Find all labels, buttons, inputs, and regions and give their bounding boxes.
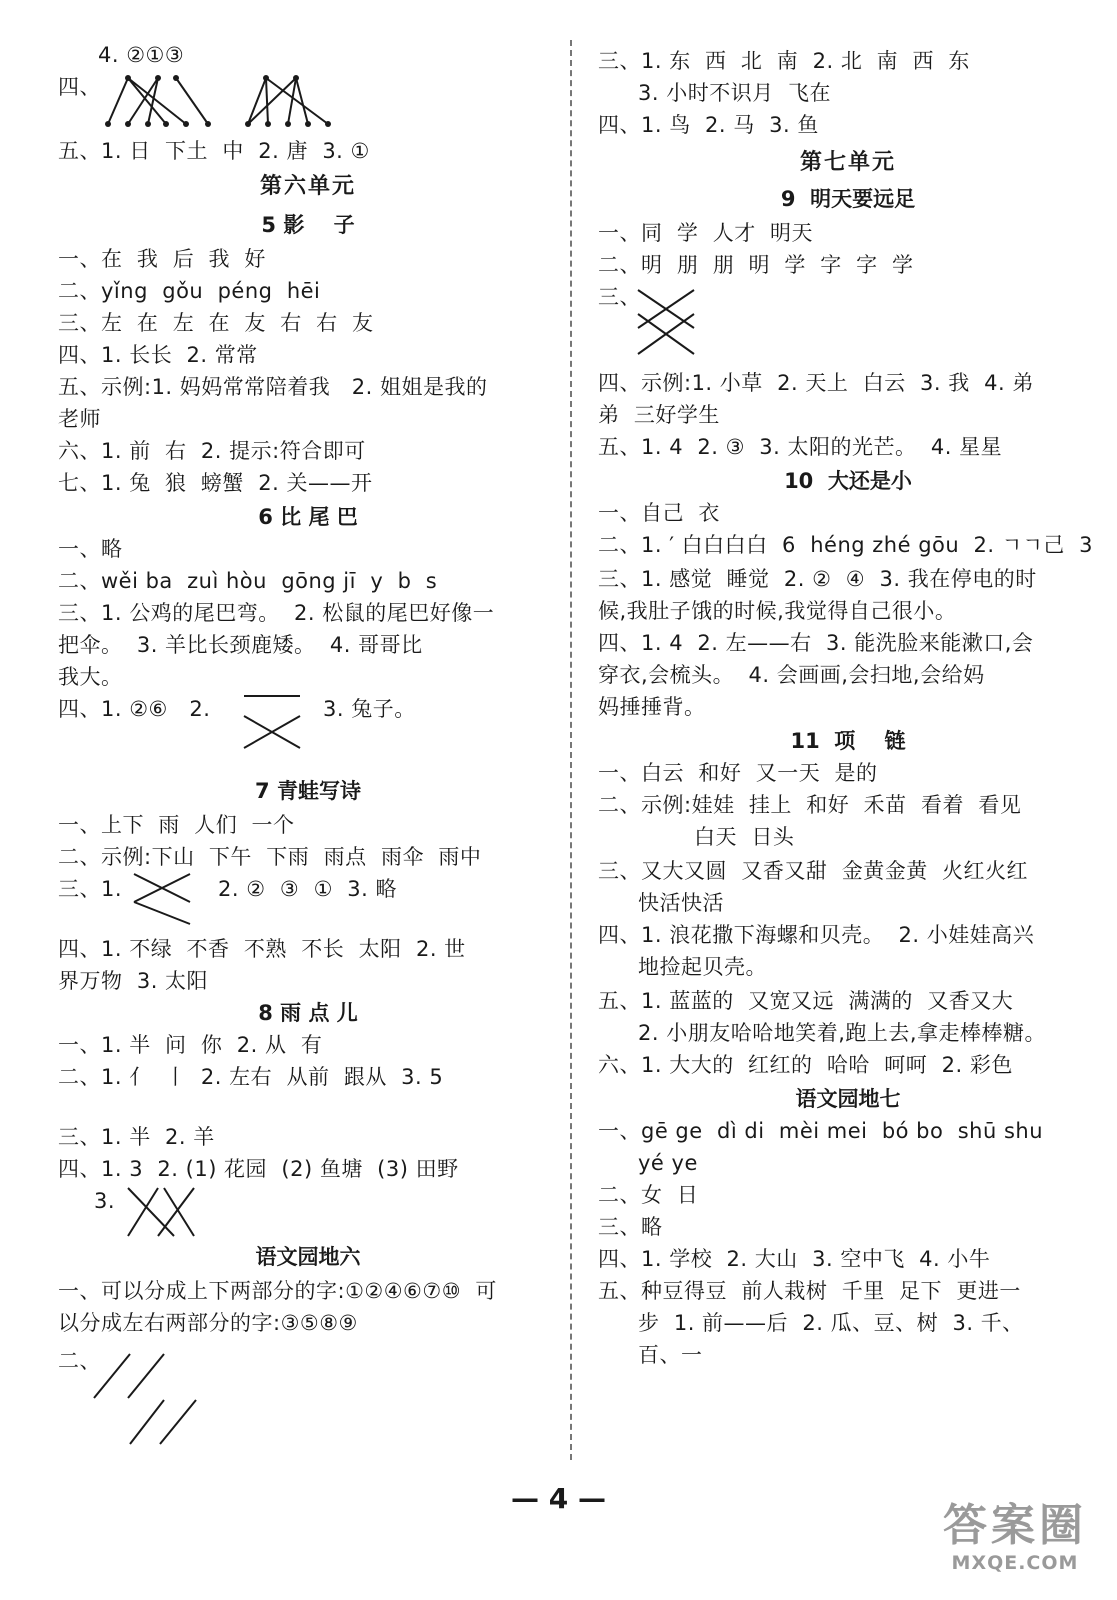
answer-line: 以分成左右两部分的字:③⑤⑧⑨ xyxy=(58,1311,358,1335)
answer-line: 三、1. 东 西 北 南 2. 北 南 西 东 xyxy=(598,49,970,73)
answer-line: 界万物 3. 太阳 xyxy=(58,969,209,993)
section-title: 语文园地六 xyxy=(255,1245,361,1269)
answer-line: 四、1. 不绿 不香 不熟 不长 太阳 2. 世 xyxy=(58,937,466,961)
lesson-title: 5 影 子 xyxy=(261,213,355,237)
answer-line: 白天 日头 xyxy=(694,825,795,849)
lesson-title: 7 青蛙写诗 xyxy=(255,779,361,803)
answer-line: 二、1. 亻 丨 2. 左右 从前 跟从 3. 5 xyxy=(58,1065,444,1089)
answer-line: 四、1. 3 2. (1) 花园 (2) 鱼塘 (3) 田野 xyxy=(58,1157,459,1181)
answer-line: 四、1. 鸟 2. 马 3. 鱼 xyxy=(598,113,819,137)
answer-line: 一、自己 衣 xyxy=(598,501,720,525)
matching-lines-figure xyxy=(228,74,348,130)
answer-line: 3. 小时不识月 飞在 xyxy=(638,81,832,105)
answer-line: 二、示例:娃娃 挂上 和好 禾苗 看着 看见 xyxy=(598,793,1022,817)
answer-line: 四、示例:1. 小草 2. 天上 白云 3. 我 4. 弟 xyxy=(598,371,1034,395)
answer-line: 妈捶捶背。 xyxy=(598,695,706,719)
unit-heading: 第六单元 xyxy=(259,174,356,199)
answer-line: 五、1. 蓝蓝的 又宽又远 满满的 又香又大 xyxy=(598,989,1014,1013)
answer-line: 二、yǐng gǒu péng hēi xyxy=(58,279,321,303)
answer-line: 四、1. 学校 2. 大山 3. 空中飞 4. 小牛 xyxy=(598,1247,991,1271)
answer-line: yé ye xyxy=(638,1151,698,1175)
answer-line: 快活快活 xyxy=(638,891,724,915)
answer-line: 六、1. 前 右 2. 提示:符合即可 xyxy=(58,439,366,463)
answer-line: 四、1. 长长 2. 常常 xyxy=(58,343,258,367)
answer-line: 六、1. 大大的 红红的 哈哈 呵呵 2. 彩色 xyxy=(598,1053,1013,1077)
answer-line: 一、在 我 后 我 好 xyxy=(58,247,266,271)
answer-line: 二、1. ′ 白白白白 6 héng zhé gōu 2. ㄱㄱ己 3 xyxy=(598,533,1094,557)
answer-line: 三、1. xyxy=(58,877,123,901)
answer-line: 2. 小朋友哈哈地笑着,跑上去,拿走棒棒糖。 xyxy=(638,1021,1047,1045)
matching-lines-figure xyxy=(634,284,704,364)
matching-lines-figure xyxy=(130,868,200,928)
answer-line: 四、1. ②⑥ 2. xyxy=(58,697,211,721)
matching-lines-figure xyxy=(240,690,304,760)
answer-line: 四、 xyxy=(58,75,101,99)
answer-line: 百、一 xyxy=(638,1343,703,1367)
watermark xyxy=(925,1500,1105,1574)
answer-line: 一、上下 雨 人们 一个 xyxy=(58,813,295,837)
answer-line: 地捡起贝壳。 xyxy=(638,955,767,979)
answer-line: 一、略 xyxy=(58,537,123,561)
answer-line: 老师 xyxy=(58,407,101,431)
answer-line: 三、 xyxy=(598,285,641,309)
answer-line: 3. 兔子。 xyxy=(323,697,416,721)
column-divider xyxy=(570,40,572,1460)
lesson-title: 9 明天要远足 xyxy=(780,187,916,211)
watermark-url: MXQE.COM xyxy=(951,1552,1079,1574)
answer-line: 二、 xyxy=(58,1349,101,1373)
answer-line: 2. ② ③ ① 3. 略 xyxy=(218,877,397,901)
answer-line: 一、可以分成上下两部分的字:①②④⑥⑦⑩ 可 xyxy=(58,1279,497,1303)
lesson-title: 10 大还是小 xyxy=(784,469,912,493)
answer-line: 三、左 在 左 在 友 右 右 友 xyxy=(58,311,374,335)
answer-line: 二、示例:下山 下午 下雨 雨点 雨伞 雨中 xyxy=(58,845,482,869)
answer-line: 五、示例:1. 妈妈常常陪着我 2. 姐姐是我的 xyxy=(58,375,488,399)
answer-line: 三、又大又圆 又香又甜 金黄金黄 火红火红 xyxy=(598,859,1029,883)
answer-line: 三、1. 感觉 睡觉 2. ② ④ 3. 我在停电的时 xyxy=(598,567,1037,591)
answer-line: 五、1. 4 2. ③ 3. 太阳的光芒。 4. 星星 xyxy=(598,435,1003,459)
lesson-title: 6 比 尾 巴 xyxy=(258,505,358,529)
answer-line: 二、wěi ba zuì hòu gōng jī y b s xyxy=(58,569,438,593)
answer-line: 一、1. 半 问 你 2. 从 有 xyxy=(58,1033,323,1057)
answer-line: 四、1. 浪花撒下海螺和贝壳。 2. 小娃娃高兴 xyxy=(598,923,1035,947)
answer-line: 穿衣,会梳头。 4. 会画画,会扫地,会给妈 xyxy=(598,663,985,687)
page-number: — 4 — xyxy=(511,1482,606,1515)
matching-lines-figure xyxy=(88,1350,238,1460)
answer-line: 一、同 学 人才 明天 xyxy=(598,221,814,245)
section-title: 语文园地七 xyxy=(795,1087,901,1111)
watermark-logo: 答案圈 xyxy=(943,1500,1087,1551)
answer-line: 五、1. 日 下土 中 2. 唐 3. ① xyxy=(58,139,370,163)
answer-line: 五、种豆得豆 前人栽树 千里 足下 更进一 xyxy=(598,1279,1021,1303)
answer-line: 候,我肚子饿的时候,我觉得自己很小。 xyxy=(598,599,957,623)
answer-line: 4. ②①③ xyxy=(98,43,185,67)
answer-line: 三、1. 半 2. 羊 xyxy=(58,1125,215,1149)
matching-lines-figure xyxy=(124,1184,204,1240)
lesson-title: 11 项 链 xyxy=(790,729,906,753)
answer-line: 二、女 日 xyxy=(598,1183,699,1207)
answer-line: 步 1. 前——后 2. 瓜、豆、树 3. 千、 xyxy=(638,1311,1024,1335)
answer-line: 三、1. 公鸡的尾巴弯。 2. 松鼠的尾巴好像一 xyxy=(58,601,495,625)
answer-line: 弟 三好学生 xyxy=(598,403,720,427)
answer-line: 四、1. 4 2. 左——右 3. 能洗脸来能漱口,会 xyxy=(598,631,1034,655)
answer-line: 三、略 xyxy=(598,1215,663,1239)
answer-line: 一、gē ge dì di mèi mei bó bo shū shu xyxy=(598,1119,1044,1143)
answer-line: 3. xyxy=(94,1189,116,1213)
answer-line: 一、白云 和好 又一天 是的 xyxy=(598,761,878,785)
answer-line: 七、1. 兔 狼 螃蟹 2. 关——开 xyxy=(58,471,373,495)
unit-heading: 第七单元 xyxy=(799,150,896,175)
answer-line: 我大。 xyxy=(58,665,123,689)
answer-line: 二、明 朋 朋 明 学 字 字 学 xyxy=(598,253,914,277)
lesson-title: 8 雨 点 儿 xyxy=(258,1001,358,1025)
answer-line: 把伞。 3. 羊比长颈鹿矮。 4. 哥哥比 xyxy=(58,633,423,657)
